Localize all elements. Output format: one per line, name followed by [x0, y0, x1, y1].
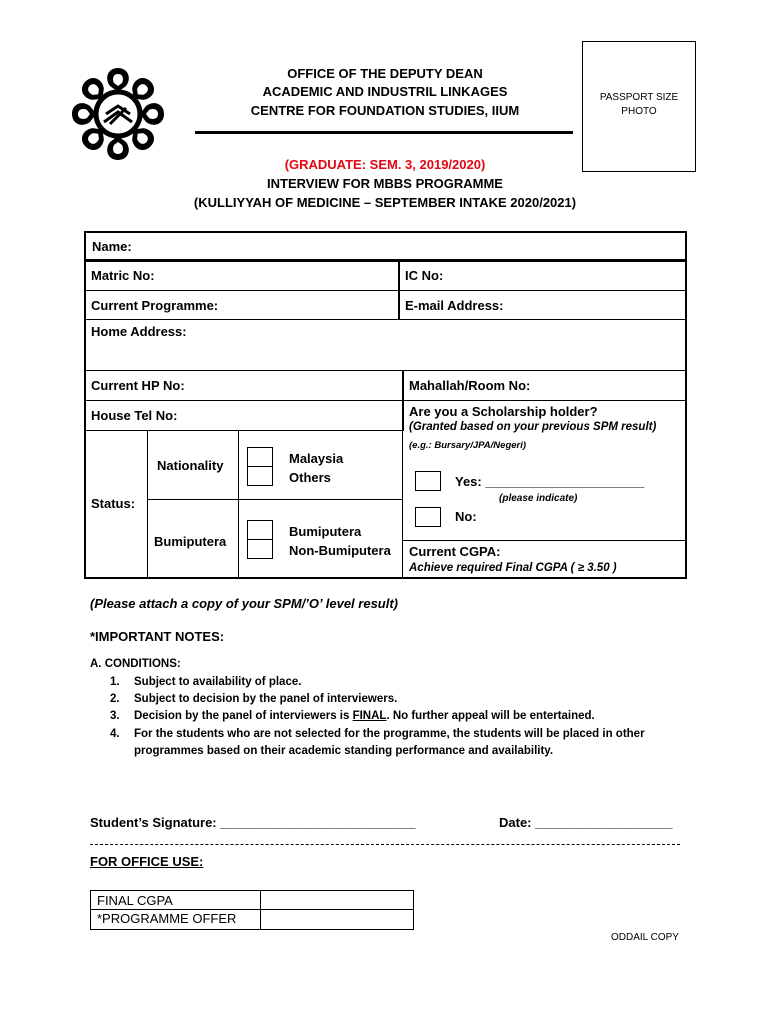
nationality-label: Nationality	[157, 458, 224, 473]
status-cell	[84, 430, 148, 579]
cut-line	[90, 844, 680, 845]
nationality-options-cell	[238, 430, 403, 500]
condition-2-text: Subject to decision by the panel of interviewers.	[134, 693, 398, 705]
condition-4-text-cont: programmes based on their academic standing performance and availability.	[134, 745, 554, 757]
scholarship-yes-checkbox[interactable]	[415, 471, 441, 491]
final-cgpa-value-cell[interactable]	[261, 891, 413, 910]
date-field[interactable]: Date: ___________________	[499, 815, 673, 830]
bumiputera-checkbox[interactable]	[247, 520, 273, 540]
email-label: E-mail Address:	[405, 298, 504, 313]
condition-4-text: For the students who are not selected for the programme, the students will be placed in other	[134, 728, 645, 740]
iium-logo	[66, 62, 170, 166]
condition-3-num: 3.	[110, 710, 120, 722]
non-bumiputera-checkbox[interactable]	[247, 539, 273, 559]
mahallah-label: Mahallah/Room No:	[409, 378, 531, 393]
header-line-3: CENTRE FOR FOUNDATION STUDIES, IIUM	[250, 103, 520, 118]
name-label: Name:	[92, 239, 132, 254]
house-tel-label: House Tel No:	[91, 408, 178, 423]
condition-2-num: 2.	[110, 693, 120, 705]
condition-1-text: Subject to availability of place.	[134, 676, 302, 688]
name-row[interactable]	[84, 231, 687, 261]
non-bumiputera-option-label: Non-Bumiputera	[289, 543, 391, 558]
ic-label: IC No:	[405, 268, 444, 283]
hp-label: Current HP No:	[91, 378, 185, 393]
matric-cell[interactable]	[84, 261, 400, 291]
address-label: Home Address:	[91, 324, 187, 339]
scholarship-example: (e.g.: Bursary/JPA/Negeri)	[409, 440, 527, 451]
cgpa-requirement: Achieve required Final CGPA ( ≥ 3.50 )	[409, 562, 617, 574]
house-tel-cell[interactable]	[84, 400, 404, 431]
attach-note: (Please attach a copy of your SPM/’O’ level result)	[90, 596, 399, 611]
hp-cell[interactable]	[84, 370, 404, 401]
bumiputera-cell	[147, 499, 239, 579]
programme-offer-label: *PROGRAMME OFFER	[97, 911, 237, 926]
scholarship-hint: (Granted based on your previous SPM result)	[409, 421, 657, 433]
final-cgpa-label: FINAL CGPA	[97, 893, 173, 908]
malaysia-checkbox[interactable]	[247, 447, 273, 467]
cgpa-label: Current CGPA:	[409, 544, 501, 559]
nationality-cell	[147, 430, 239, 500]
footer-copy-label: ODDAIL COPY	[611, 932, 679, 943]
photo-label-1: PASSPORT SIZE	[599, 92, 679, 103]
scholarship-no-checkbox[interactable]	[415, 507, 441, 527]
status-label: Status:	[91, 496, 136, 511]
scholarship-no-label: No:	[455, 509, 477, 524]
email-cell[interactable]	[398, 290, 687, 320]
header-line-2: ACADEMIC AND INDUSTRIL LINKAGES	[262, 84, 508, 99]
scholarship-yes-label: Yes: ______________________	[455, 474, 645, 489]
programme-cell[interactable]	[84, 290, 400, 320]
condition-4-num: 4.	[110, 728, 120, 740]
important-notes-heading: *IMPORTANT NOTES:	[90, 629, 225, 644]
programme-offer-label-cell	[91, 910, 261, 929]
programme-label: Current Programme:	[91, 298, 219, 313]
address-cell[interactable]	[84, 319, 687, 371]
passport-photo-box	[582, 41, 696, 172]
programme-offer-value-cell[interactable]	[261, 910, 413, 929]
bumiputera-options-cell	[238, 499, 403, 579]
condition-3-before: Decision by the panel of interviewers is	[134, 710, 353, 722]
bumiputera-label: Bumiputera	[154, 534, 227, 549]
please-indicate-label: (please indicate)	[499, 493, 578, 504]
student-signature-field[interactable]: Student’s Signature: ___________________________	[90, 815, 416, 830]
condition-3-final: FINAL	[352, 710, 387, 722]
iium-emblem-icon	[66, 62, 170, 166]
conditions-heading: A. CONDITIONS:	[90, 658, 181, 670]
ic-cell[interactable]	[398, 261, 687, 291]
scholarship-cell	[402, 400, 687, 541]
malaysia-label: Malaysia	[289, 451, 344, 466]
others-label: Others	[289, 470, 331, 485]
condition-1-num: 1.	[110, 676, 120, 688]
header-line-1: OFFICE OF THE DEPUTY DEAN	[287, 66, 483, 81]
final-cgpa-label-cell	[91, 891, 261, 910]
cgpa-cell[interactable]	[402, 540, 687, 579]
matric-label: Matric No:	[91, 268, 155, 283]
graduate-title: (GRADUATE: SEM. 3, 2019/2020)	[284, 157, 486, 172]
office-use-heading: FOR OFFICE USE:	[90, 854, 204, 869]
office-table	[90, 890, 414, 930]
condition-3-text	[134, 710, 595, 722]
kulliyyah-title: (KULLIYYAH OF MEDICINE – SEPTEMBER INTAKE 2020/2021)	[193, 195, 577, 210]
mahallah-cell[interactable]	[402, 370, 687, 401]
others-checkbox[interactable]	[247, 466, 273, 486]
photo-label-2: PHOTO	[621, 106, 657, 117]
condition-3-after: . No further appeal will be entertained.	[386, 710, 595, 722]
header-rule	[195, 131, 573, 134]
scholarship-question: Are you a Scholarship holder?	[409, 404, 598, 419]
interview-title: INTERVIEW FOR MBBS PROGRAMME	[267, 176, 503, 191]
bumiputera-option-label: Bumiputera	[289, 524, 362, 539]
